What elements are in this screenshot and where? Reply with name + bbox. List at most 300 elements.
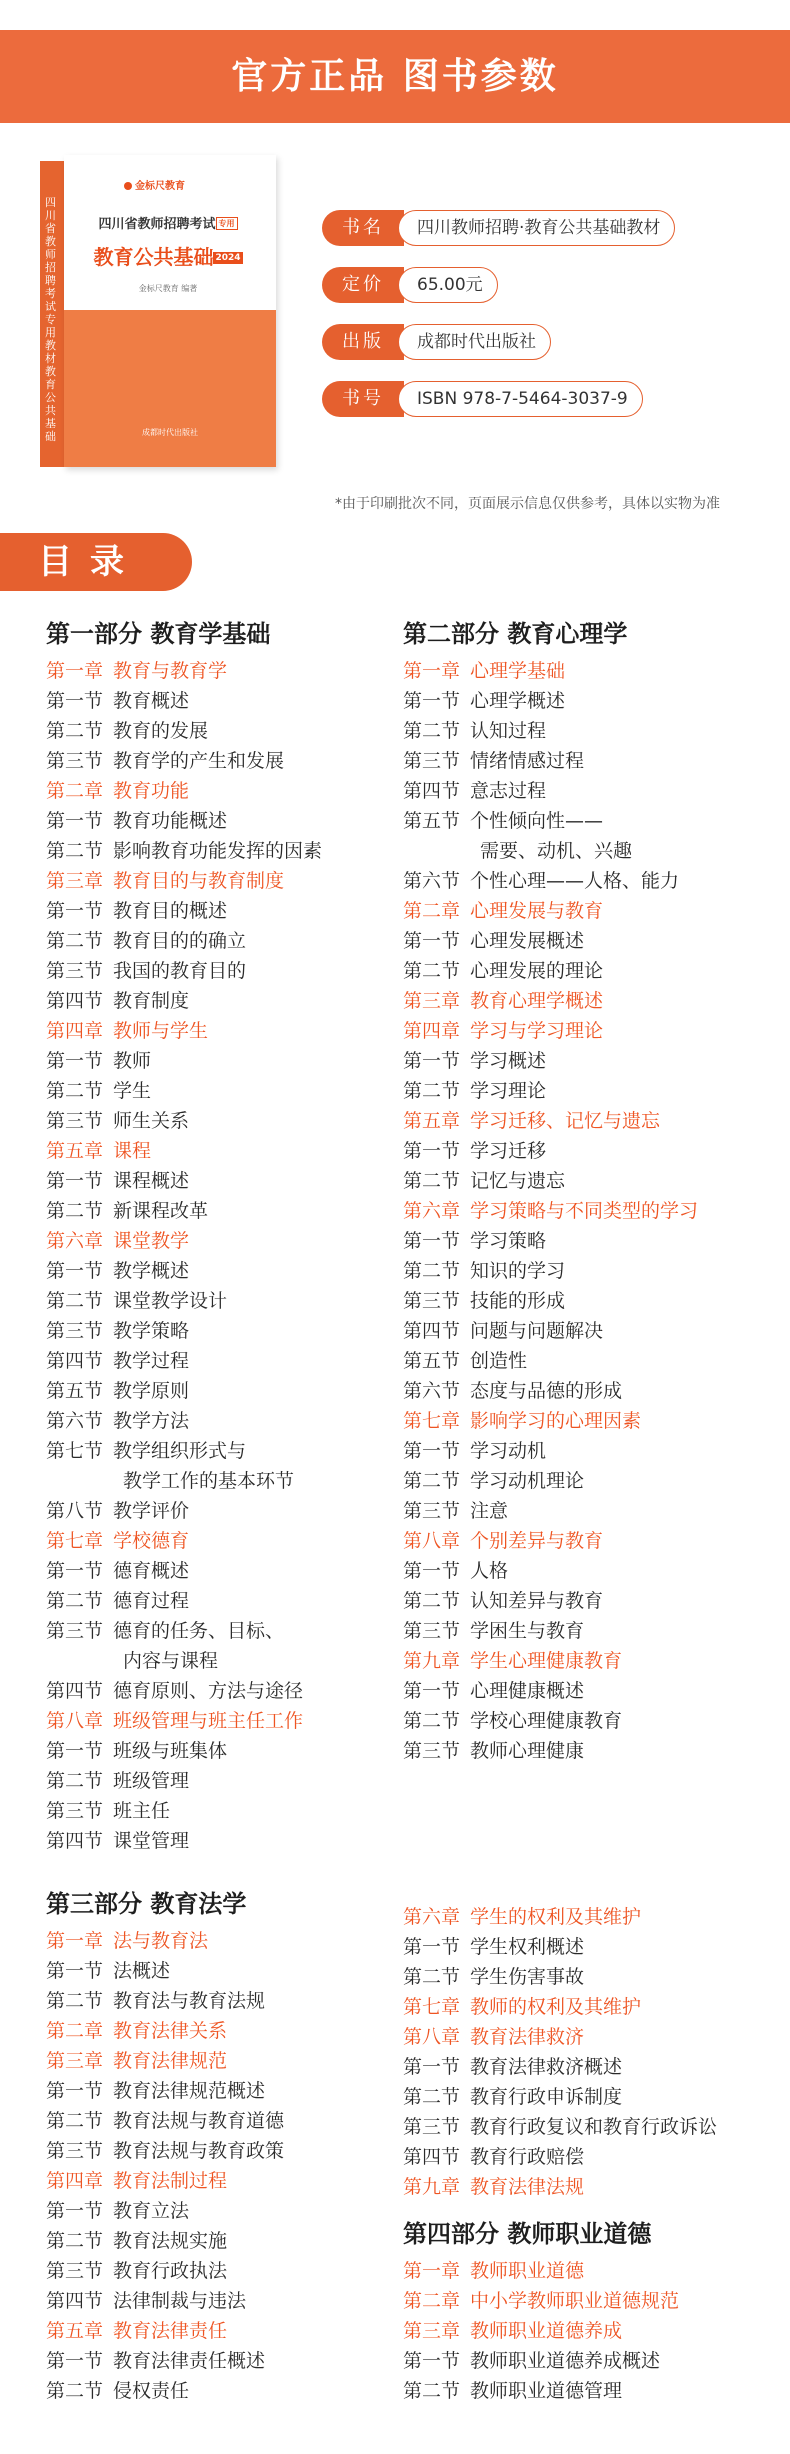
toc-item-number: 第二节 xyxy=(46,1080,104,1102)
toc-item-number: 第六章 xyxy=(46,1230,104,1252)
toc-item-title: 学习动机 xyxy=(470,1440,547,1462)
toc-item-number: 第四章 xyxy=(46,1020,104,1042)
toc-item-number: 第九章 xyxy=(403,2176,461,2198)
toc-item-number: 第四节 xyxy=(403,2146,461,2168)
toc-item-number: 第六节 xyxy=(403,870,461,892)
toc-chapter xyxy=(46,1226,322,1256)
toc-section xyxy=(46,1616,322,1646)
toc-item-title: 教育立法 xyxy=(113,2200,190,2222)
info-row-price xyxy=(322,267,722,303)
toc-section xyxy=(403,2346,679,2376)
toc-item-number: 第一节 xyxy=(403,1440,461,1462)
toc-item-title: 教学组织形式与 xyxy=(113,1440,247,1462)
toc-item-title: 情绪情感过程 xyxy=(470,750,585,772)
toc-item-title: 教育行政赔偿 xyxy=(470,2146,585,2168)
toc-section xyxy=(46,1106,322,1136)
toc-item-title: 学校德育 xyxy=(113,1530,190,1552)
toc-column-part2 xyxy=(403,612,698,1766)
toc-column-part1 xyxy=(46,612,322,1856)
toc-item-title: 学困生与教育 xyxy=(470,1620,585,1642)
toc-item-title: 学生的权利及其维护 xyxy=(470,1906,642,1928)
toc-item-title: 学习迁移 xyxy=(470,1140,547,1162)
toc-item-number: 第五节 xyxy=(46,1380,104,1402)
toc-item-title: 德育概述 xyxy=(113,1560,190,1582)
toc-item-title: 教育法律责任概述 xyxy=(113,2350,266,2372)
toc-item-number: 第四节 xyxy=(46,1680,104,1702)
toc-item-title: 教育行政执法 xyxy=(113,2260,228,2282)
toc-item-number: 第八节 xyxy=(46,1500,104,1522)
toc-item-title: 个别差异与教育 xyxy=(470,1530,604,1552)
toc-section xyxy=(403,1226,698,1256)
toc-chapter xyxy=(403,1902,717,1932)
toc-item-title: 班级管理 xyxy=(113,1770,190,1792)
toc-section xyxy=(403,2112,717,2142)
toc-item-title: 课堂管理 xyxy=(113,1830,190,1852)
toc-item-number: 第一章 xyxy=(403,660,461,682)
toc-section xyxy=(46,716,322,746)
toc-item-title: 教学原则 xyxy=(113,1380,190,1402)
part-heading: 第二部分 教育心理学 xyxy=(403,620,628,648)
toc-item-number: 第三节 xyxy=(403,1740,461,1762)
toc-section xyxy=(46,836,322,866)
toc-item-title: 心理学概述 xyxy=(470,690,566,712)
toc-item-number: 第二节 xyxy=(403,1966,461,1988)
toc-item-title: 注意 xyxy=(470,1500,509,1522)
toc-item-title: 新课程改革 xyxy=(113,1200,209,1222)
toc-section xyxy=(403,806,698,836)
info-row-publisher xyxy=(322,324,722,360)
toc-section xyxy=(46,2346,284,2376)
toc-chapter xyxy=(403,2286,679,2316)
toc-item-number: 第三章 xyxy=(403,990,461,1012)
toc-section xyxy=(403,1286,698,1316)
toc-section xyxy=(403,1316,698,1346)
info-label: 定价 xyxy=(322,267,404,303)
toc-item-number: 第七节 xyxy=(46,1440,104,1462)
toc-item-title: 教师职业道德养成概述 xyxy=(470,2350,661,2372)
toc-item-number: 第五章 xyxy=(46,2320,104,2342)
toc-item-number: 第二章 xyxy=(403,2290,461,2312)
toc-section xyxy=(46,1736,322,1766)
toc-section xyxy=(46,1436,322,1466)
toc-section xyxy=(46,1316,322,1346)
toc-item-number: 第一节 xyxy=(403,1680,461,1702)
toc-item-title: 课程 xyxy=(113,1140,152,1162)
toc-item-number: 第六章 xyxy=(403,1906,461,1928)
toc-item-title: 技能的形成 xyxy=(470,1290,566,1312)
toc-section xyxy=(403,1496,698,1526)
toc-item-number: 第二节 xyxy=(46,1290,104,1312)
toc-section xyxy=(46,1046,322,1076)
toc-item-title: 教育法规与教育道德 xyxy=(113,2110,285,2132)
toc-chapter xyxy=(46,776,322,806)
toc-item-title: 法律制裁与违法 xyxy=(113,2290,247,2312)
toc-item-number: 第六章 xyxy=(403,1200,461,1222)
toc-item-number: 第二节 xyxy=(46,930,104,952)
toc-item-title: 班级与班集体 xyxy=(113,1740,228,1762)
toc-item-number: 第三章 xyxy=(46,2050,104,2072)
toc-line-continuation xyxy=(46,1466,322,1496)
toc-section xyxy=(403,1376,698,1406)
toc-item-title: 教育法规实施 xyxy=(113,2230,228,2252)
toc-section xyxy=(403,866,698,896)
toc-section xyxy=(46,686,322,716)
toc-item-title: 教育目的的确立 xyxy=(113,930,247,952)
toc-item-title: 态度与品德的形成 xyxy=(470,1380,623,1402)
toc-item-title: 心理发展与教育 xyxy=(470,900,604,922)
toc-section xyxy=(403,746,698,776)
toc-chapter xyxy=(46,866,322,896)
toc-chapter xyxy=(46,1706,322,1736)
toc-item-title: 教育概述 xyxy=(113,690,190,712)
toc-section xyxy=(46,1796,322,1826)
toc-item-title: 学校心理健康教育 xyxy=(470,1710,623,1732)
toc-item-title: 侵权责任 xyxy=(113,2380,190,2402)
toc-section xyxy=(46,986,322,1016)
toc-item-number: 第三节 xyxy=(403,1500,461,1522)
toc-item-number: 第一章 xyxy=(403,2260,461,2282)
toc-item-number: 第二节 xyxy=(403,2086,461,2108)
toc-section xyxy=(46,1196,322,1226)
toc-item-title: 教师与学生 xyxy=(113,1020,209,1042)
toc-item-number: 第一节 xyxy=(46,2200,104,2222)
info-label: 出版 xyxy=(322,324,404,360)
toc-item-title: 影响教育功能发挥的因素 xyxy=(113,840,323,862)
toc-item-number: 第一节 xyxy=(46,900,104,922)
toc-section xyxy=(46,746,322,776)
toc-item-number: 第一节 xyxy=(403,2056,461,2078)
toc-item-title: 法与教育法 xyxy=(113,1930,209,1952)
toc-item-number: 第二节 xyxy=(46,1200,104,1222)
toc-item-number: 第三章 xyxy=(46,870,104,892)
toc-item-title: 心理发展的理论 xyxy=(470,960,604,982)
toc-item-number: 第三节 xyxy=(46,1800,104,1822)
toc-chapter xyxy=(46,1016,322,1046)
toc-item-number: 第一节 xyxy=(46,1050,104,1072)
toc-item-number: 第二章 xyxy=(46,780,104,802)
toc-item-number: 第二节 xyxy=(403,1470,461,1492)
toc-chapter xyxy=(46,2046,284,2076)
toc-section xyxy=(46,2196,284,2226)
book-author: 金标尺教育 编著 xyxy=(138,284,198,293)
toc-section xyxy=(46,1076,322,1106)
toc-item-number: 第二节 xyxy=(46,1590,104,1612)
toc-item-title: 教育目的概述 xyxy=(113,900,228,922)
info-row-isbn xyxy=(322,381,722,417)
toc-item-number: 第一节 xyxy=(403,1936,461,1958)
toc-section xyxy=(403,2082,717,2112)
toc-item-number: 第一节 xyxy=(403,1230,461,1252)
toc-section xyxy=(403,1346,698,1376)
toc-item-title: 教师职业道德养成 xyxy=(470,2320,623,2342)
toc-item-title: 认知过程 xyxy=(470,720,547,742)
toc-item-title: 学习概述 xyxy=(470,1050,547,1072)
toc-item-number: 第一节 xyxy=(403,1140,461,1162)
brand-dot-icon xyxy=(124,182,132,190)
toc-item-title: 教学工作的基本环节 xyxy=(123,1470,295,1492)
toc-item-title: 学生心理健康教育 xyxy=(470,1650,623,1672)
toc-item-number: 第三节 xyxy=(403,1620,461,1642)
toc-line-continuation xyxy=(403,836,698,866)
toc-section xyxy=(403,686,698,716)
toc-item-number: 第三节 xyxy=(403,750,461,772)
toc-item-number: 第二节 xyxy=(403,960,461,982)
toc-item-title: 认知差异与教育 xyxy=(470,1590,604,1612)
book-spine xyxy=(40,161,66,467)
toc-item-number: 第一章 xyxy=(46,660,104,682)
toc-item-title: 教育学的产生和发展 xyxy=(113,750,285,772)
toc-item-number: 第八章 xyxy=(403,1530,461,1552)
toc-item-number: 第七章 xyxy=(403,1410,461,1432)
toc-item-number: 第五章 xyxy=(46,1140,104,1162)
toc-item-number: 第一节 xyxy=(46,810,104,832)
book-front xyxy=(64,155,276,467)
toc-item-number: 第一节 xyxy=(46,2350,104,2372)
toc-section xyxy=(403,1706,698,1736)
toc-item-title: 教育法律救济 xyxy=(470,2026,585,2048)
toc-item-number: 第一节 xyxy=(403,1560,461,1582)
toc-section xyxy=(403,926,698,956)
toc-item-title: 学生伤害事故 xyxy=(470,1966,585,1988)
toc-item-title: 课堂教学设计 xyxy=(113,1290,228,1312)
toc-item-title: 教育法律责任 xyxy=(113,2320,228,2342)
toc-item-title: 教育行政申诉制度 xyxy=(470,2086,623,2108)
toc-section xyxy=(46,2076,284,2106)
toc-item-title: 教学概述 xyxy=(113,1260,190,1282)
toc-item-title: 学习策略与不同类型的学习 xyxy=(470,1200,699,1222)
toc-item-title: 个性倾向性—— xyxy=(470,810,604,832)
toc-item-title: 教育功能 xyxy=(113,780,190,802)
toc-item-number: 第二节 xyxy=(46,1770,104,1792)
toc-line-continuation xyxy=(46,1646,322,1676)
toc-section xyxy=(46,956,322,986)
toc-item-title: 课程概述 xyxy=(113,1170,190,1192)
toc-item-number: 第一节 xyxy=(46,1740,104,1762)
toc-item-title: 记忆与遗忘 xyxy=(470,1170,566,1192)
toc-item-number: 第二节 xyxy=(46,2110,104,2132)
info-value: 成都时代出版社 xyxy=(398,324,551,360)
toc-item-title: 知识的学习 xyxy=(470,1260,566,1282)
toc-item-title: 教育法律救济概述 xyxy=(470,2056,623,2078)
toc-section xyxy=(403,1556,698,1586)
toc-section xyxy=(46,1496,322,1526)
toc-section xyxy=(403,1962,717,1992)
toc-chapter xyxy=(403,2022,717,2052)
toc-chapter xyxy=(403,2256,679,2286)
toc-section xyxy=(46,1166,322,1196)
toc-item-title: 学习理论 xyxy=(470,1080,547,1102)
toc-item-title: 教育与教育学 xyxy=(113,660,228,682)
toc-chapter xyxy=(46,1136,322,1166)
toc-section xyxy=(46,2136,284,2166)
toc-item-title: 人格 xyxy=(470,1560,509,1582)
toc-item-title: 学习策略 xyxy=(470,1230,547,1252)
book-title-text: 教育公共基础 xyxy=(93,245,214,269)
part-heading: 第四部分 教师职业道德 xyxy=(403,2220,652,2248)
toc-item-title: 德育过程 xyxy=(113,1590,190,1612)
info-row-title xyxy=(322,210,722,246)
toc-item-number: 第四章 xyxy=(403,1020,461,1042)
toc-section xyxy=(46,2376,284,2406)
toc-item-number: 第一节 xyxy=(403,930,461,952)
part-heading: 第一部分 教育学基础 xyxy=(46,620,271,648)
toc-section xyxy=(46,926,322,956)
toc-item-title: 德育的任务、目标、 xyxy=(113,1620,285,1642)
part-heading: 第三部分 教育法学 xyxy=(46,1890,247,1918)
toc-chapter xyxy=(403,1196,698,1226)
toc-item-number: 第一章 xyxy=(46,1930,104,1952)
toc-section xyxy=(46,1376,322,1406)
toc-item-number: 第七章 xyxy=(403,1996,461,2018)
toc-section xyxy=(403,776,698,806)
toc-chapter xyxy=(46,2316,284,2346)
toc-column-part3-cont xyxy=(403,1902,717,2202)
toc-item-title: 课堂教学 xyxy=(113,1230,190,1252)
toc-item-number: 第一节 xyxy=(403,1050,461,1072)
toc-item-number: 第二节 xyxy=(46,2380,104,2402)
toc-item-number: 第二节 xyxy=(46,840,104,862)
toc-item-title: 学习迁移、记忆与遗忘 xyxy=(470,1110,661,1132)
book-subtitle xyxy=(78,213,258,232)
toc-section xyxy=(46,1286,322,1316)
page-header: 官方正品 图书参数 xyxy=(0,30,790,123)
toc-item-number: 第四节 xyxy=(403,1320,461,1342)
toc-item-number: 第三节 xyxy=(46,1320,104,1342)
toc-item-title: 需要、动机、兴趣 xyxy=(480,840,633,862)
toc-item-number: 第二节 xyxy=(403,2380,461,2402)
info-label: 书名 xyxy=(322,210,404,246)
toc-item-number: 第二节 xyxy=(403,1260,461,1282)
toc-item-number: 第一节 xyxy=(46,1170,104,1192)
toc-item-number: 第四节 xyxy=(46,1830,104,1852)
toc-item-title: 德育原则、方法与途径 xyxy=(113,1680,304,1702)
toc-chapter xyxy=(403,896,698,926)
toc-section xyxy=(46,2256,284,2286)
info-value: 四川教师招聘·教育公共基础教材 xyxy=(398,210,675,246)
toc-item-title: 教师职业道德 xyxy=(470,2260,585,2282)
toc-item-number: 第四章 xyxy=(46,2170,104,2192)
toc-item-number: 第六节 xyxy=(403,1380,461,1402)
toc-item-title: 教学评价 xyxy=(113,1500,190,1522)
toc-item-title: 影响学习的心理因素 xyxy=(470,1410,642,1432)
toc-item-number: 第五节 xyxy=(403,1350,461,1372)
toc-section xyxy=(403,1932,717,1962)
toc-item-title: 教育法律法规 xyxy=(470,2176,585,2198)
toc-item-title: 学生权利概述 xyxy=(470,1936,585,1958)
toc-section xyxy=(46,2106,284,2136)
toc-section xyxy=(403,956,698,986)
toc-chapter xyxy=(403,1406,698,1436)
toc-item-title: 教育法律规范概述 xyxy=(113,2080,266,2102)
disclaimer-note: *由于印刷批次不同，页面展示信息仅供参考，具体以实物为准 xyxy=(335,496,720,512)
toc-item-title: 教学过程 xyxy=(113,1350,190,1372)
toc-item-number: 第二章 xyxy=(46,2020,104,2042)
toc-item-title: 学习动机理论 xyxy=(470,1470,585,1492)
toc-title: 目录 xyxy=(0,533,192,591)
toc-item-title: 教师职业道德管理 xyxy=(470,2380,623,2402)
toc-item-title: 师生关系 xyxy=(113,1110,190,1132)
toc-item-number: 第一节 xyxy=(46,690,104,712)
toc-chapter xyxy=(403,1106,698,1136)
toc-item-number: 第二节 xyxy=(403,1710,461,1732)
toc-chapter xyxy=(403,2172,717,2202)
toc-item-number: 第三节 xyxy=(403,1290,461,1312)
toc-chapter xyxy=(403,1992,717,2022)
toc-item-number: 第二节 xyxy=(403,720,461,742)
toc-item-number: 第九章 xyxy=(403,1650,461,1672)
toc-section xyxy=(46,1826,322,1856)
toc-item-number: 第七章 xyxy=(46,1530,104,1552)
toc-section xyxy=(46,1986,284,2016)
toc-item-title: 班主任 xyxy=(113,1800,171,1822)
book-orange-band xyxy=(64,310,276,467)
toc-item-title: 心理发展概述 xyxy=(470,930,585,952)
toc-chapter xyxy=(403,656,698,686)
toc-item-title: 教育制度 xyxy=(113,990,190,1012)
toc-item-title: 我国的教育目的 xyxy=(113,960,247,982)
toc-item-title: 学生 xyxy=(113,1080,152,1102)
toc-section xyxy=(403,1736,698,1766)
toc-column-part4 xyxy=(403,2212,679,2406)
toc-item-number: 第二节 xyxy=(46,2230,104,2252)
toc-item-number: 第二节 xyxy=(46,1990,104,2012)
toc-section xyxy=(46,2226,284,2256)
toc-item-title: 班级管理与班主任工作 xyxy=(113,1710,304,1732)
toc-item-number: 第一节 xyxy=(403,690,461,712)
toc-section xyxy=(46,1556,322,1586)
toc-item-number: 第二节 xyxy=(403,1080,461,1102)
book-subtitle-text: 四川省教师招聘考试 xyxy=(98,217,216,232)
toc-item-title: 教育心理学概述 xyxy=(470,990,604,1012)
toc-item-title: 教学方法 xyxy=(113,1410,190,1432)
toc-item-title: 教育法律规范 xyxy=(113,2050,228,2072)
toc-item-title: 教学策略 xyxy=(113,1320,190,1342)
toc-item-number: 第一节 xyxy=(403,2350,461,2372)
toc-item-number: 第八章 xyxy=(403,2026,461,2048)
toc-chapter xyxy=(46,1526,322,1556)
toc-chapter xyxy=(46,2016,284,2046)
toc-item-title: 教师心理健康 xyxy=(470,1740,585,1762)
toc-chapter xyxy=(403,986,698,1016)
toc-item-number: 第四节 xyxy=(46,1350,104,1372)
toc-item-number: 第四节 xyxy=(46,990,104,1012)
toc-item-title: 学习与学习理论 xyxy=(470,1020,604,1042)
toc-item-title: 教育法规与教育政策 xyxy=(113,2140,285,2162)
toc-item-number: 第三章 xyxy=(403,2320,461,2342)
toc-item-number: 第三节 xyxy=(46,2260,104,2282)
toc-item-title: 教育法律关系 xyxy=(113,2020,228,2042)
toc-section xyxy=(403,1076,698,1106)
toc-section xyxy=(403,1466,698,1496)
book-cover xyxy=(40,155,278,467)
toc-chapter xyxy=(403,1646,698,1676)
toc-item-number: 第三节 xyxy=(46,1620,104,1642)
toc-section xyxy=(46,1956,284,1986)
toc-item-number: 第一节 xyxy=(46,1960,104,1982)
info-value: 65.00元 xyxy=(398,267,498,303)
toc-item-title: 个性心理——人格、能力 xyxy=(470,870,680,892)
toc-section xyxy=(403,1166,698,1196)
toc-chapter xyxy=(403,2316,679,2346)
toc-section xyxy=(46,2286,284,2316)
toc-section xyxy=(403,1676,698,1706)
toc-item-number: 第二节 xyxy=(403,1590,461,1612)
toc-section xyxy=(46,1766,322,1796)
toc-item-title: 法概述 xyxy=(113,1960,171,1982)
toc-chapter xyxy=(403,1526,698,1556)
toc-item-title: 意志过程 xyxy=(470,780,547,802)
toc-item-number: 第二节 xyxy=(403,1170,461,1192)
